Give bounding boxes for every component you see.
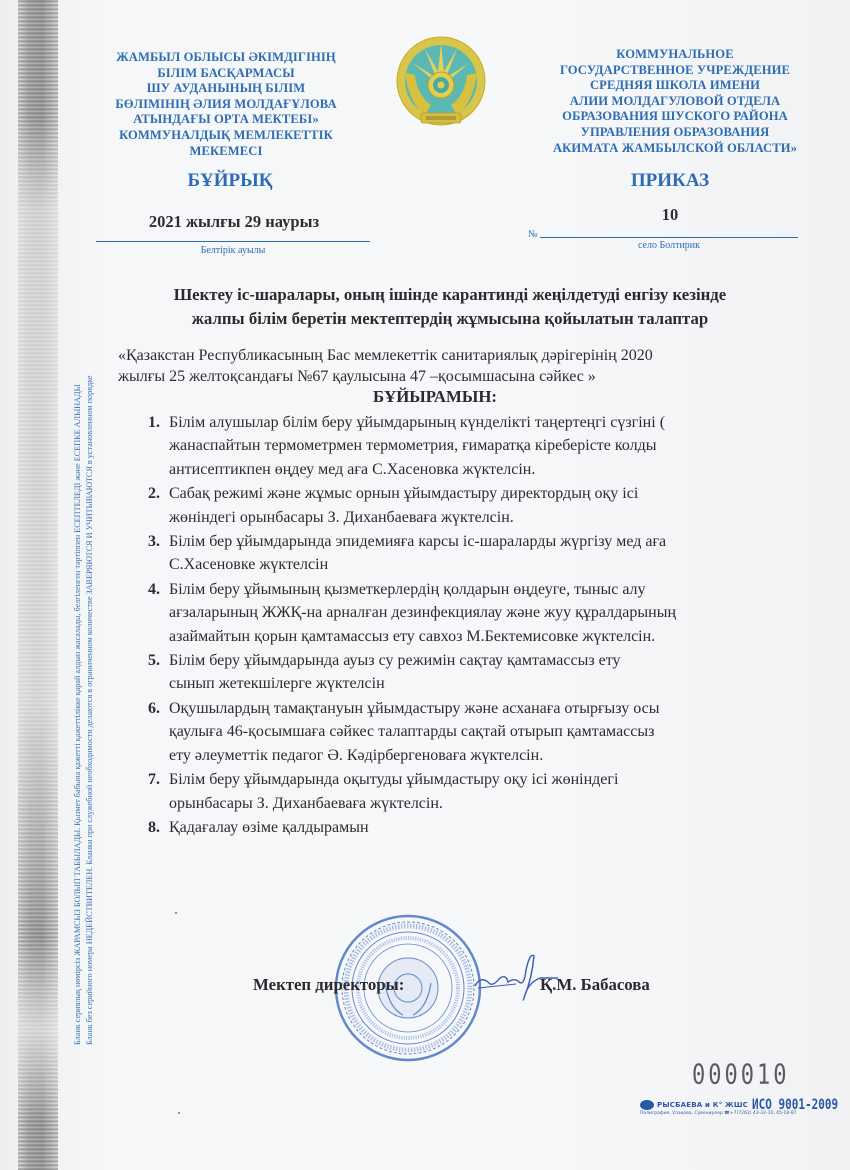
item-line: қаулыға 46-қосымшаға сәйкес талаптарды сақтай отырып қамтамассыз — [169, 723, 655, 741]
item-line: Қадағалау өзіме қалдырамын — [169, 818, 369, 836]
title-line: Шектеу іс-шаралары, оның ішінде карантинді жеңілдетуді енгізу кезінде — [173, 285, 727, 304]
header-institution-kk — [86, 50, 366, 159]
header-line: УПРАВЛЕНИЯ ОБРАЗОВАНИЯ — [580, 124, 770, 139]
item-line: антисептикпен өңдеу мед аға С.Хасеновка жүктелсін. — [169, 460, 536, 478]
order-title-ru: ПРИКАЗ — [630, 170, 710, 191]
item-number: 7. — [148, 771, 160, 789]
item-number: 3. — [148, 533, 160, 551]
printer-imprint — [640, 1096, 839, 1116]
item-line: орынбасары З. Диханбаеваға жүктелсін. — [169, 794, 443, 812]
item-number: 8. — [148, 818, 160, 836]
header-line: ГОСУДАРСТВЕННОЕ УЧРЕЖДЕНИЕ — [559, 62, 791, 77]
item-line: Білім алушылар білім беру ұйымдарының күнделікті таңертеңгі сүзгіні ( — [169, 414, 666, 431]
item-line: сынып жетекшілерге жүктелсін — [169, 675, 385, 693]
header-line: СРЕДНЯЯ ШКОЛА ИМЕНИ — [589, 78, 760, 93]
item-line: жөніндегі орынбасары З. Диханбаеваға жүктелсін. — [169, 508, 514, 526]
item-line: азаймайтын қорын қамтамассыз ету савхоз М.Бектемисовке жүктелсін. — [169, 627, 656, 645]
order-number: 10 — [661, 205, 679, 224]
number-sign: № — [528, 229, 538, 240]
scanner-streak — [18, 0, 58, 1170]
place-ru: село Болтирик — [637, 240, 701, 251]
item-line: С.Хасеновке жүктелсін — [169, 556, 329, 574]
header-line: ЖАМБЫЛ ОБЛЫСЫ ӘКІМДІГІНІҢ — [116, 50, 336, 64]
serial-number: 000010 — [692, 1059, 790, 1092]
header-line: БӨЛІМІНІҢ ӘЛИЯ МОЛДАҒҰЛОВА — [115, 96, 337, 111]
state-emblem-icon — [395, 33, 487, 133]
order-item — [148, 411, 808, 481]
printer-subtitle: Полиграфия, Ұлақова, Сувенирлер ☎+7(7262) 43-32-10, 45-18-87 — [640, 1111, 797, 1116]
header-line: МЕКЕМЕСІ — [189, 143, 263, 158]
scan-speck — [178, 1112, 180, 1114]
header-line: АТЫНДАҒЫ ОРТА МЕКТЕБІ» — [133, 112, 319, 127]
signature-label: Мектеп директоры: — [253, 975, 405, 994]
order-item — [148, 530, 808, 577]
margin-notice-line: Бланк без серийного номера НЕДЕЙСТВИТЕЛЕН. Бланки при служебной необходимости делаются в ограниченном количестве ЗАВЕРЯЮТСЯ И УЧИТЫВАЮТСЯ в установленном порядке — [85, 375, 94, 1045]
number-underline — [540, 237, 798, 238]
director-name: Қ.М. Бабасова — [540, 975, 650, 994]
margin-notice — [72, 285, 106, 1045]
title-line: жалпы білім беретін мектептердің жұмысына қойылатын талаптар — [191, 309, 709, 328]
item-number: 2. — [148, 485, 160, 503]
place-kk: Белтірік ауылы — [200, 245, 266, 256]
margin-notice-line: Бланк сериялық нөмірсіз ЖАРАМСЫЗ БОЛЫП ТАБЫЛАДЫ. Қызмет бабына қажетті қажеттілікке қарай алдын жасалады, белгіленген тәртіппен ЕСЕПТЕЛЕДІ және ЕСЕПКЕ АЛЫНАДЫ — [73, 384, 82, 1045]
item-line: Білім беру ұйымдарында оқытуды ұйымдастыру оқу ісі жөніндегі — [169, 771, 619, 789]
header-institution-ru — [525, 47, 825, 156]
item-line: Білім бер ұйымдарында эпидемияға карсы іс-шараларды жүргізу мед аға — [169, 533, 667, 551]
header-line: КОММУНАЛДЫҚ МЕМЛЕКЕТТІК — [119, 127, 333, 142]
date-underline — [96, 241, 370, 242]
order-items — [148, 411, 808, 840]
printer-name: РЫСБАЕВА и К° ЖШС — [657, 1100, 748, 1109]
item-line: жанаспайтын термометрмен термометрия, ғимаратқа кіреберісте колды — [169, 437, 657, 455]
order-item — [148, 697, 808, 767]
preamble-line: «Қазакстан Республикасының Бас мемлекеттік санитариялық дәрігерінің 2020 — [118, 347, 653, 364]
header-line: АКИМАТА ЖАМБЫЛСКОЙ ОБЛАСТИ» — [552, 140, 798, 155]
header-line: БІЛІМ БАСҚАРМАСЫ — [157, 65, 295, 80]
order-item — [148, 649, 808, 696]
preamble — [118, 345, 818, 387]
item-number: 5. — [148, 652, 160, 670]
order-item — [148, 816, 808, 839]
item-number: 6. — [148, 699, 160, 717]
item-number: 4. — [148, 580, 160, 598]
header-line: КОММУНАЛЬНОЕ — [616, 47, 734, 61]
header-line: ШУ АУДАНЫНЫҢ БІЛІМ — [146, 81, 306, 96]
scan-speck — [175, 912, 177, 914]
item-line: ету әлеуметтік педагог Ә. Кәдірбергеноваға жүктелсін. — [169, 746, 544, 764]
item-line: Оқушылардың тамақтануын ұйымдастыру және асханаға отырғызу осы — [169, 699, 660, 717]
document-title — [100, 283, 800, 331]
header-line: ОБРАЗОВАНИЯ ШУСКОГО РАЙОНА — [562, 109, 788, 124]
preamble-line: жылғы 25 желтоқсандағы №67 қаулысына 47 –қосымшасына сәйкес » — [118, 368, 596, 385]
order-item — [148, 768, 808, 815]
order-item — [148, 578, 808, 648]
order-item — [148, 482, 808, 529]
order-date: 2021 жылғы 29 наурыз — [148, 212, 320, 231]
item-line: Білім беру ұйымының қызметкерлердің қолдарын өңдеуге, тыныс алу — [169, 580, 646, 598]
item-line: ағзаларының ЖЖҚ-на арналған дезинфекциялау және жуу құралдарының — [169, 604, 677, 622]
ordered-heading: БҰЙЫРАМЫН: — [373, 387, 497, 406]
order-title-kk: БҰЙРЫҚ — [187, 170, 273, 191]
item-line: Сабақ режимі және жұмыс орнын ұйымдастыру директордың оқу ісі — [169, 485, 639, 503]
printer-logo-icon — [640, 1100, 654, 1110]
item-number: 1. — [148, 414, 160, 431]
item-line: Білім беру ұйымдарында ауыз су режимін сақтау қамтамассыз ету — [169, 652, 621, 670]
printer-iso: ИСО 9001-2009 — [752, 1096, 839, 1113]
header-line: АЛИИ МОЛДАГУЛОВОЙ ОТДЕЛА — [569, 93, 781, 108]
